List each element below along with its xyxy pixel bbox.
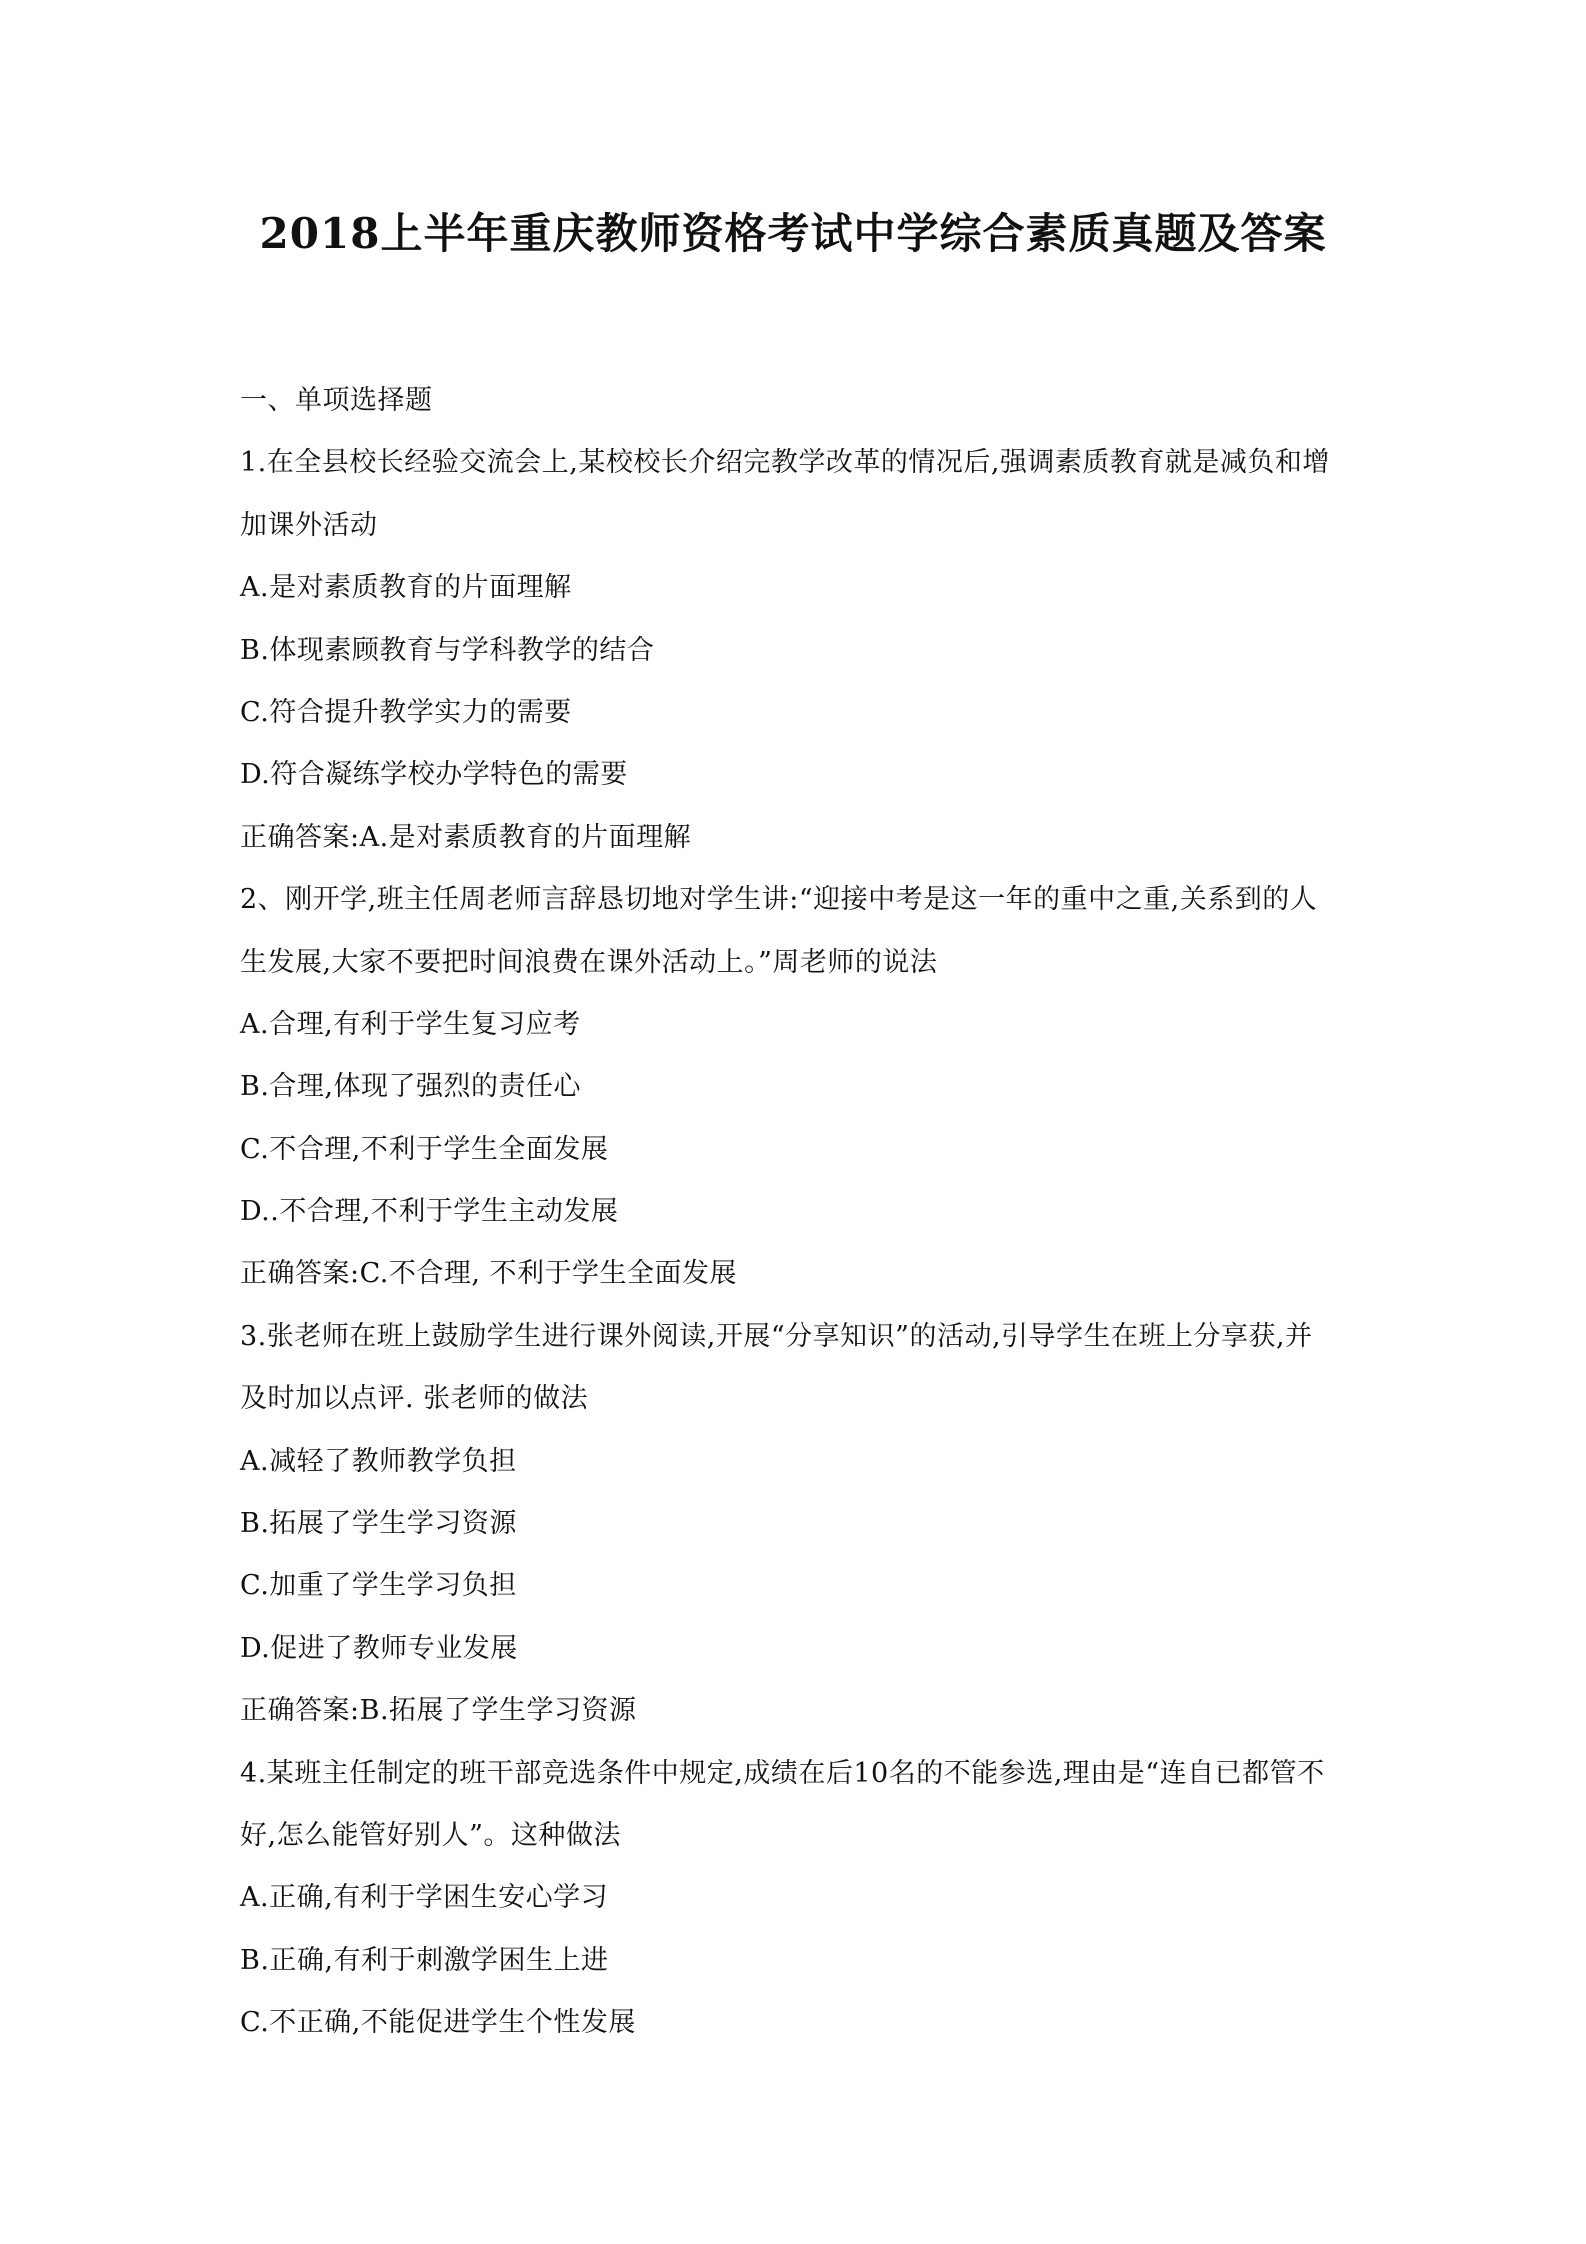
correct-answer: 正确答案:C.不合理, 不利于学生全面发展 xyxy=(240,1258,738,1290)
option-b: B.合理,体现了强烈的责任心 xyxy=(240,1071,582,1103)
document-body xyxy=(240,370,1360,2055)
correct-answer: 正确答案:A.是对素质教育的片面理解 xyxy=(240,821,692,853)
question-1 xyxy=(240,432,1360,869)
question-stem-line: 1.在全县校长经验交流会上,某校校长介绍完教学改革的情况后,强调素质教育就是减负和增 xyxy=(240,447,1330,479)
question-stem-line: 及时加以点评. 张老师的做法 xyxy=(240,1383,589,1415)
question-stem-line: 4.某班主任制定的班干部竞选条件中规定,成绩在后10名的不能参选,理由是“连自已都管不 xyxy=(240,1757,1325,1789)
option-c: C.不合理,不利于学生全面发展 xyxy=(240,1133,609,1165)
question-2 xyxy=(240,869,1360,1306)
option-a: A.是对素质教育的片面理解 xyxy=(240,572,572,604)
option-d: D.符合凝练学校办学特色的需要 xyxy=(240,759,628,791)
option-b: B.体现素顾教育与学科教学的结合 xyxy=(240,634,655,666)
question-stem-line: 2、刚开学,班主任周老师言辞恳切地对学生讲:“迎接中考是这一年的重中之重,关系到的人 xyxy=(240,884,1318,916)
option-c: C.不正确,不能促进学生个性发展 xyxy=(240,2007,636,2039)
option-c: C.加重了学生学习负担 xyxy=(240,1570,517,1602)
question-3 xyxy=(240,1306,1360,1743)
option-b: B.正确,有利于刺激学困生上进 xyxy=(240,1944,609,1976)
option-a: A.正确,有利于学困生安心学习 xyxy=(240,1882,609,1914)
correct-answer: 正确答案:B.拓展了学生学习资源 xyxy=(240,1695,637,1727)
option-d: D.促进了教师专业发展 xyxy=(240,1632,518,1664)
option-b: B.拓展了学生学习资源 xyxy=(240,1508,517,1540)
section-heading: 一、单项选择题 xyxy=(240,385,433,416)
question-stem-line: 3.张老师在班上鼓励学生进行课外阅读,开展“分享知识”的活动,引导学生在班上分享获,并 xyxy=(240,1320,1313,1352)
document-title: 2018上半年重庆教师资格考试中学综合素质真题及答案 xyxy=(259,209,1327,258)
question-stem-line: 加课外活动 xyxy=(240,509,378,541)
option-a: A.合理,有利于学生复习应考 xyxy=(240,1008,581,1040)
question-stem-line: 好,怎么能管好别人”。这种做法 xyxy=(240,1819,621,1851)
option-a: A.减轻了教师教学负担 xyxy=(240,1445,517,1477)
question-stem-line: 生发展,大家不要把时间浪费在课外活动上。”周老师的说法 xyxy=(240,946,938,978)
option-c: C.符合提升教学实力的需要 xyxy=(240,696,572,728)
option-d: D..不合理,不利于学生主动发展 xyxy=(240,1196,619,1228)
question-4 xyxy=(240,1743,1360,2055)
